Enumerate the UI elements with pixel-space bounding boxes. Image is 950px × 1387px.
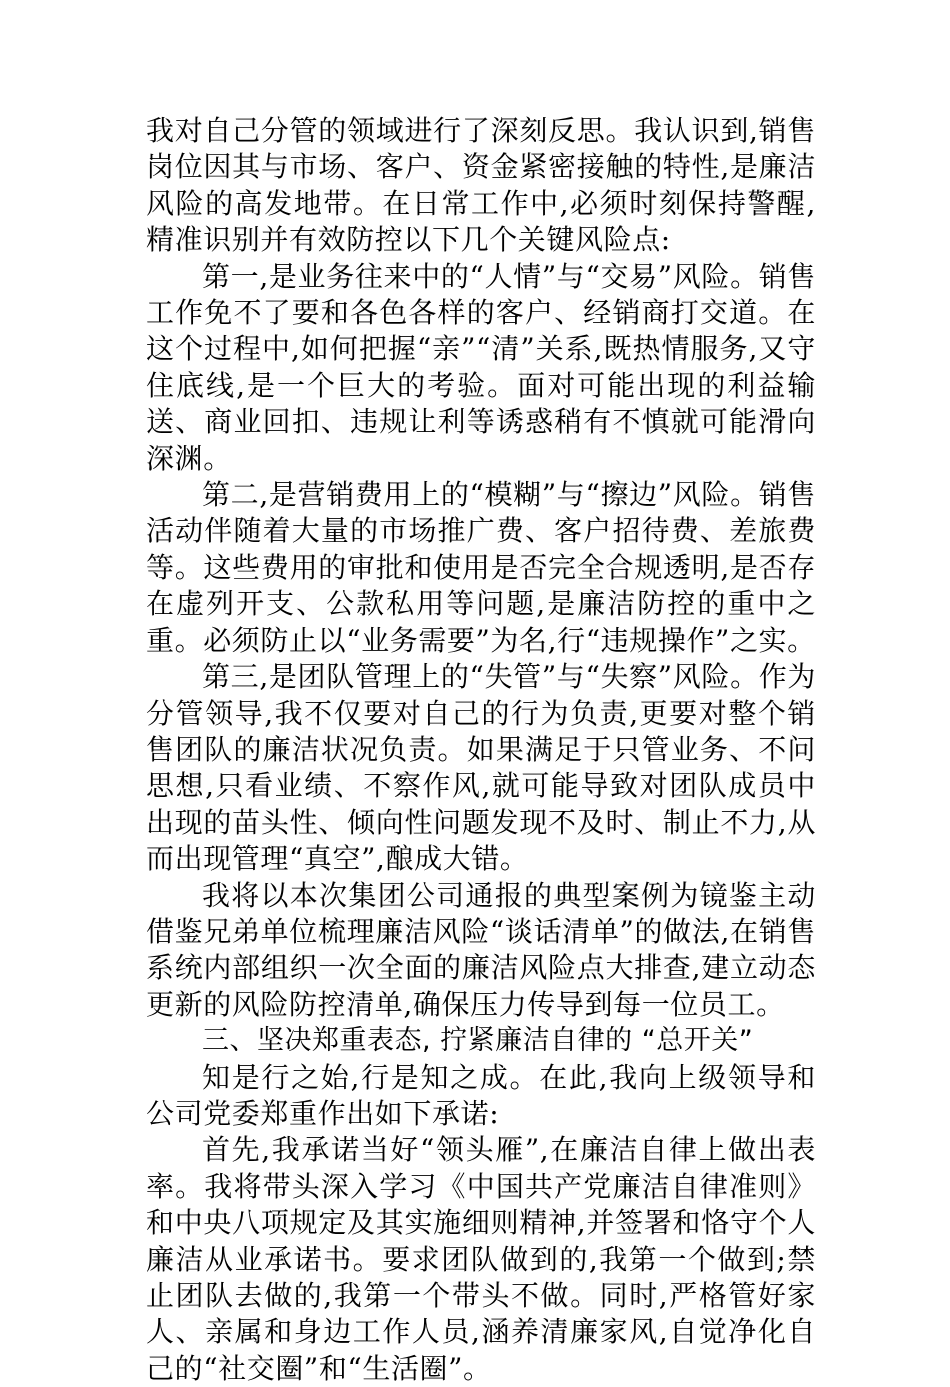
- paragraph-risk-reflection: 我对自己分管的领域进行了深刻反思。我认识到,销售岗位因其与市场、客户、资金紧密接触的特性,是廉洁风险的高发地带。在日常工作中,必须时刻保持警醒,精准识别并有效防控以下几个关键风险点:: [146, 114, 816, 257]
- paragraph-risk-checklist: 我将以本次集团公司通报的典型案例为镜鉴主动借鉴兄弟单位梳理廉洁风险“谈话清单”的做法,在销售系统内部组织一次全面的廉洁风险点大排查,建立动态更新的风险防控清单,确保压力传导到每一位员工。: [146, 878, 816, 1021]
- paragraph-risk-three: 第三,是团队管理上的“失管”与“失察”风险。作为分管领导,我不仅要对自己的行为负责,更要对整个销售团队的廉洁状况负责。如果满足于只管业务、不问思想,只看业绩、不察作风,就可能导致对团队成员中出现的苗头性、倾向性问题发现不及时、制止不力,从而出现管理“真空”,酿成大错。: [146, 660, 816, 876]
- paragraph-commitment-intro: 知是行之始,行是知之成。在此,我向上级领导和公司党委郑重作出如下承诺:: [146, 1060, 816, 1130]
- paragraph-commitment-first: 首先,我承诺当好“领头雁”,在廉洁自律上做出表率。我将带头深入学习《中国共产党廉洁自律准则》和中央八项规定及其实施细则精神,并签署和恪守个人廉洁从业承诺书。要求团队做到的,我第一个做到;禁止团队去做的,我第一个带头不做。同时,严格管好家人、亲属和身边工作人员,涵养清廉家风,自觉净化自己的“社交圈”和“生活圈”。: [146, 1133, 816, 1385]
- section-heading: 三、坚决郑重表态, 拧紧廉洁自律的 “总开关”: [202, 1025, 754, 1057]
- document-page: [146, 113, 816, 1387]
- paragraph-risk-one: 第一,是业务往来中的“人情”与“交易”风险。销售工作免不了要和各色各样的客户、经销商打交道。在这个过程中,如何把握“亲”“清”关系,既热情服务,又守住底线,是一个巨大的考验。面对可能出现的利益输送、商业回扣、违规让利等诱惑稍有不慎就可能滑向深渊。: [146, 259, 816, 475]
- paragraph-risk-two: 第二,是营销费用上的“模糊”与“擦边”风险。销售活动伴随着大量的市场推广费、客户招待费、差旅费等。这些费用的审批和使用是否完全合规透明,是否存在虚列开支、公款私用等问题,是廉洁防控的重中之重。必须防止以“业务需要”为名,行“违规操作”之实。: [146, 478, 816, 657]
